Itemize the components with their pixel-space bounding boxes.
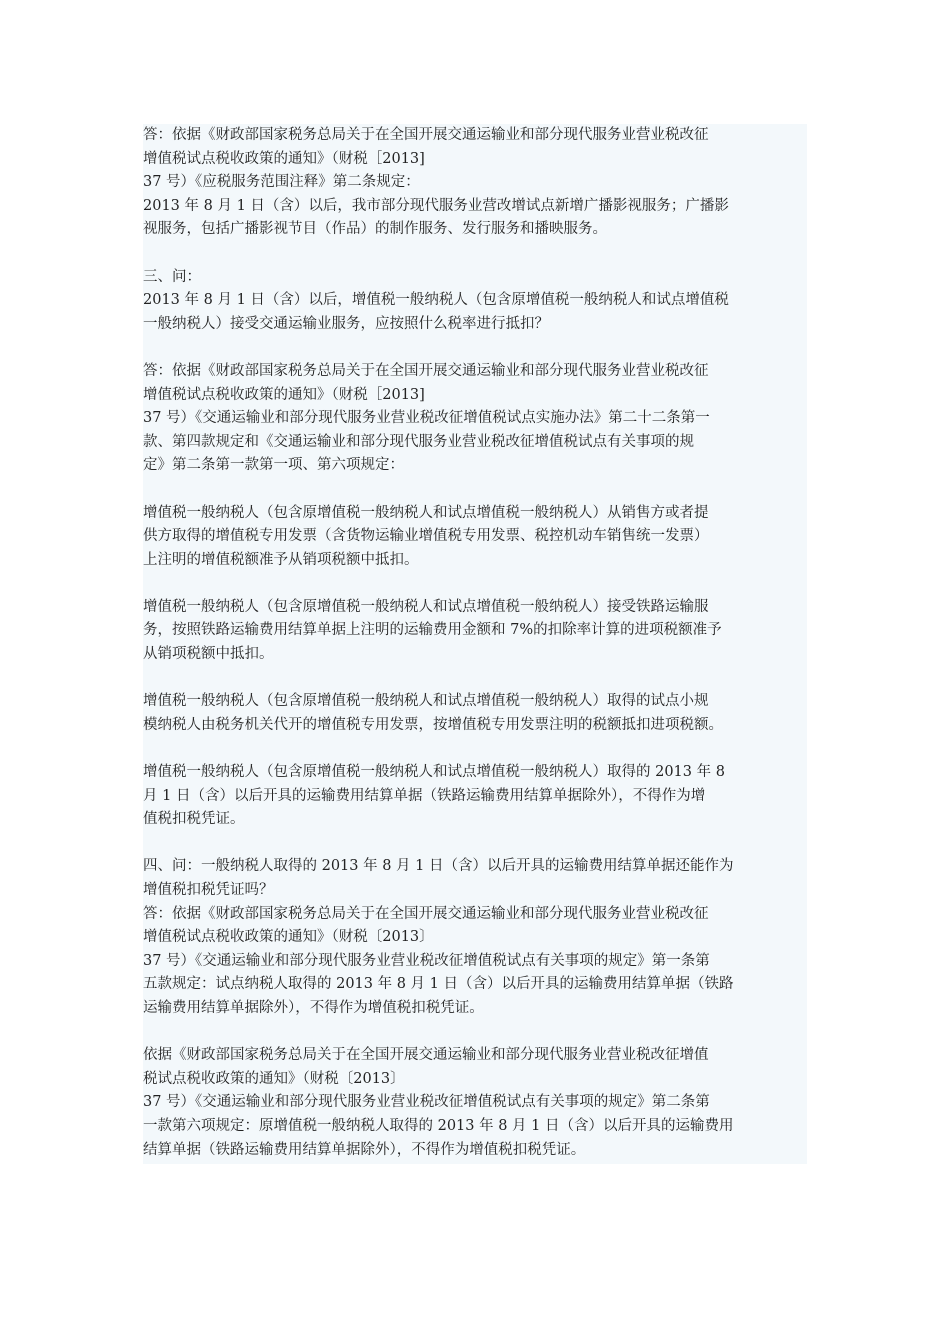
paragraph-spacer bbox=[143, 1021, 807, 1045]
text-line: 月 1 日（含）以后开具的运输费用结算单据（铁路运输费用结算单据除外），不得作为增 bbox=[143, 787, 706, 804]
text-line: 视服务，包括广播影视节目（作品）的制作服务、发行服务和播映服务。 bbox=[143, 221, 607, 238]
text-line: 增值税扣税凭证吗？ bbox=[143, 882, 274, 898]
paragraph-spacer bbox=[143, 667, 807, 691]
text-line: 37 号）《交通运输业和部分现代服务业营业税改征增值税试点有关事项的规定》第二条第 bbox=[143, 1094, 710, 1111]
text-line: 答：依据《财政部国家税务总局关于在全国开展交通运输业和部分现代服务业营业税改征 bbox=[143, 905, 709, 922]
text-line: 模纳税人由税务机关代开的增值税专用发票，按增值税专用发票注明的税额抵扣进项税额。 bbox=[143, 716, 723, 733]
text-line: 运输费用结算单据除外），不得作为增值税扣税凭证。 bbox=[143, 999, 484, 1016]
text-line: 三、问： bbox=[143, 268, 201, 285]
text-line: 从销项税额中抵扣。 bbox=[143, 646, 274, 663]
text-line: 供方取得的增值税专用发票（含货物运输业增值税专用发票、税控机动车销售统一发票） bbox=[143, 528, 709, 545]
text-line: 增值税试点税收政策的通知》（财税［2013] bbox=[143, 386, 425, 403]
paragraph-spacer bbox=[143, 478, 807, 502]
text-line: 务，按照铁路运输费用结算单据上注明的运输费用金额和 7%的扣除率计算的进项税额准予 bbox=[143, 622, 722, 639]
text-line: 37 号）《交通运输业和部分现代服务业营业税改征增值税试点实施办法》第二十二条第一 bbox=[143, 410, 710, 427]
text-line: 依据《财政部国家税务总局关于在全国开展交通运输业和部分现代服务业营业税改征增值 bbox=[143, 1047, 709, 1064]
text-line: 37 号）《交通运输业和部分现代服务业营业税改征增值税试点有关事项的规定》第一条第 bbox=[143, 952, 710, 969]
paragraph bbox=[143, 502, 807, 573]
paragraph bbox=[143, 761, 807, 832]
text-line: 增值税一般纳税人（包含原增值税一般纳税人和试点增值税一般纳税人）取得的 2013 年 8 bbox=[143, 764, 725, 781]
paragraph-spacer bbox=[143, 336, 807, 360]
document-body bbox=[143, 124, 807, 1164]
text-line: 增值税一般纳税人（包含原增值税一般纳税人和试点增值税一般纳税人）取得的试点小规 bbox=[143, 693, 709, 710]
text-line: 上注明的增值税额准予从销项税额中抵扣。 bbox=[143, 551, 419, 568]
paragraph bbox=[143, 360, 807, 478]
text-line: 结算单据（铁路运输费用结算单据除外），不得作为增值税扣税凭证。 bbox=[143, 1141, 586, 1158]
paragraph bbox=[143, 1044, 807, 1162]
paragraph-spacer bbox=[143, 832, 807, 856]
text-line: 款、第四款规定和《交通运输业和部分现代服务业营业税改征增值税试点有关事项的规 bbox=[143, 433, 694, 450]
paragraph bbox=[143, 266, 807, 337]
text-line: 37 号）《应税服务范围注释》第二条规定： bbox=[143, 174, 420, 191]
paragraph bbox=[143, 124, 807, 242]
paragraph bbox=[143, 855, 807, 1020]
text-line: 一般纳税人）接受交通运输业服务，应按照什么税率进行抵扣？ bbox=[143, 315, 549, 332]
paragraph-spacer bbox=[143, 737, 807, 761]
text-line: 2013 年 8 月 1 日（含）以后，增值税一般纳税人（包含原增值税一般纳税人和试点增值税 bbox=[143, 292, 729, 309]
text-line: 五款规定：试点纳税人取得的 2013 年 8 月 1 日（含）以后开具的运输费用结算单据（铁路 bbox=[143, 976, 734, 993]
text-line: 增值税试点税收政策的通知》（财税［2013] bbox=[143, 150, 425, 167]
text-line: 定》第二条第一款第一项、第六项规定： bbox=[143, 457, 404, 474]
text-line: 增值税一般纳税人（包含原增值税一般纳税人和试点增值税一般纳税人）从销售方或者提 bbox=[143, 504, 709, 521]
text-line: 增值税一般纳税人（包含原增值税一般纳税人和试点增值税一般纳税人）接受铁路运输服 bbox=[143, 598, 709, 615]
paragraph bbox=[143, 690, 807, 737]
text-line: 答：依据《财政部国家税务总局关于在全国开展交通运输业和部分现代服务业营业税改征 bbox=[143, 362, 709, 379]
text-line: 一款第六项规定：原增值税一般纳税人取得的 2013 年 8 月 1 日（含）以后开具的运输费用 bbox=[143, 1117, 734, 1134]
text-line: 增值税试点税收政策的通知》（财税〔2013〕 bbox=[143, 929, 434, 946]
text-line: 四、问：一般纳税人取得的 2013 年 8 月 1 日（含）以后开具的运输费用结算单据还能作为 bbox=[143, 858, 734, 875]
text-line: 2013 年 8 月 1 日（含）以后，我市部分现代服务业营改增试点新增广播影视服务；广播影 bbox=[143, 197, 729, 214]
text-line: 答：依据《财政部国家税务总局关于在全国开展交通运输业和部分现代服务业营业税改征 bbox=[143, 127, 709, 143]
paragraph-spacer bbox=[143, 242, 807, 266]
text-line: 税试点税收政策的通知》（财税〔2013〕 bbox=[143, 1070, 405, 1087]
paragraph-spacer bbox=[143, 572, 807, 596]
paragraph bbox=[143, 596, 807, 667]
text-line: 值税扣税凭证。 bbox=[143, 811, 245, 828]
